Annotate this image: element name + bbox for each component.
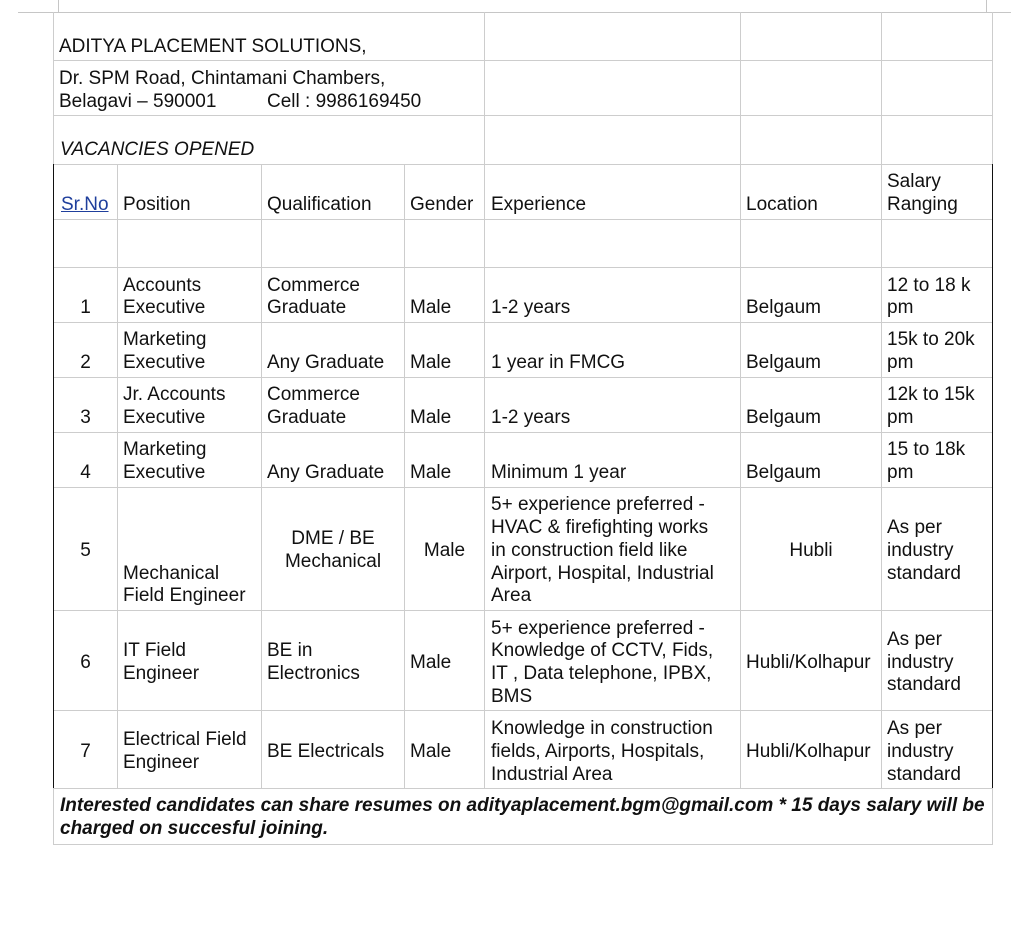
- row-position-line: Executive: [123, 462, 206, 483]
- row-salary-line: industry: [887, 652, 954, 673]
- row-srno: 3: [80, 407, 91, 428]
- row-position-line: Marketing: [123, 439, 207, 460]
- row-position-line: IT Field: [123, 640, 187, 661]
- row-location: Hubli/Kolhapur: [746, 741, 871, 762]
- row-srno: 5: [80, 540, 91, 561]
- company-address-line1: Dr. SPM Road, Chintamani Chambers,: [59, 68, 386, 89]
- row-srno: 6: [80, 652, 91, 673]
- row-location: Belgaum: [746, 297, 821, 318]
- section-title: VACANCIES OPENED: [60, 139, 255, 160]
- row-srno: 4: [80, 462, 91, 483]
- header-salary-line2: Ranging: [887, 194, 958, 215]
- row-gender: Male: [410, 462, 452, 483]
- row-salary-line: pm: [887, 352, 914, 373]
- row-position-line: Mechanical: [123, 563, 220, 584]
- row-qualification-line: Any Graduate: [267, 352, 385, 373]
- row-experience-line: Knowledge in construction: [491, 718, 713, 739]
- row-position-line: Marketing: [123, 329, 207, 350]
- header-location: Location: [746, 194, 818, 215]
- row-salary-line: standard: [887, 563, 961, 584]
- row-qualification-line: Commerce: [267, 384, 360, 405]
- row-gender: Male: [410, 352, 452, 373]
- row-qualification-line: Commerce: [267, 275, 360, 296]
- company-name: ADITYA PLACEMENT SOLUTIONS,: [59, 36, 367, 57]
- page-margin-left: [58, 0, 59, 12]
- row-position-line: Executive: [123, 297, 206, 318]
- row-experience-line: Minimum 1 year: [491, 462, 627, 483]
- header-position: Position: [123, 194, 191, 215]
- row-position-line: Engineer: [123, 663, 200, 684]
- row-position-line: Accounts: [123, 275, 202, 296]
- row-experience-line: 5+ experience preferred -: [491, 618, 705, 639]
- row-salary-line: pm: [887, 407, 914, 428]
- row-srno: 2: [80, 352, 91, 373]
- row-srno: 7: [80, 741, 91, 762]
- row-experience-line: 5+ experience preferred -: [491, 494, 705, 515]
- row-position-line: Jr. Accounts: [123, 384, 226, 405]
- row-qualification-line: Electronics: [267, 663, 360, 684]
- header-srno-link[interactable]: Sr.No: [61, 194, 109, 215]
- row-experience-line: 1-2 years: [491, 297, 571, 318]
- row-qualification-line: BE Electricals: [267, 741, 385, 762]
- row-gender: Male: [410, 741, 452, 762]
- row-qualification-line: DME / BE: [291, 528, 375, 549]
- row-salary-line: standard: [887, 764, 961, 785]
- row-salary-line: industry: [887, 540, 954, 561]
- row-experience-line: in construction field like: [491, 540, 688, 561]
- row-experience-line: Knowledge of CCTV, Fids,: [491, 640, 714, 661]
- footer-note: Interested candidates can share resumes on adityaplacement.bgm@gmail.com * 15 days salary will be charged on succesful joining.: [60, 795, 985, 839]
- header-qualification: Qualification: [267, 194, 372, 215]
- row-salary-line: As per: [887, 517, 942, 538]
- row-location: Belgaum: [746, 462, 821, 483]
- row-experience-line: IT , Data telephone, IPBX,: [491, 663, 712, 684]
- row-location: Belgaum: [746, 407, 821, 428]
- company-cell: Cell : 9986169450: [267, 91, 422, 112]
- row-gender: Male: [423, 540, 466, 561]
- row-salary-line: As per: [887, 718, 942, 739]
- row-salary-line: 15k to 20k: [887, 329, 975, 350]
- row-salary-line: 15 to 18k: [887, 439, 966, 460]
- row-position-line: Engineer: [123, 752, 200, 773]
- row-position-line: Electrical Field: [123, 729, 247, 750]
- row-location: Hubli: [789, 540, 833, 561]
- row-qualification-line: Graduate: [267, 297, 347, 318]
- row-salary-line: pm: [887, 462, 914, 483]
- company-address-line2: Belagavi – 590001: [59, 91, 217, 112]
- row-experience-line: Industrial Area: [491, 764, 613, 785]
- row-experience-line: 1 year in FMCG: [491, 352, 626, 373]
- page-margin-top: [18, 12, 1011, 13]
- row-position-line: Executive: [123, 407, 206, 428]
- header-experience: Experience: [491, 194, 587, 215]
- row-experience-line: HVAC & firefighting works: [491, 517, 709, 538]
- header-salary-line1: Salary: [887, 171, 941, 192]
- row-experience-line: BMS: [491, 686, 533, 707]
- row-experience-line: 1-2 years: [491, 407, 571, 428]
- row-position-line: Executive: [123, 352, 206, 373]
- row-experience-line: Airport, Hospital, Industrial: [491, 563, 714, 584]
- page-margin-right: [986, 0, 987, 12]
- row-salary-line: standard: [887, 674, 961, 695]
- row-gender: Male: [410, 652, 452, 673]
- row-position-line: Field Engineer: [123, 585, 246, 606]
- row-salary-line: pm: [887, 297, 914, 318]
- row-qualification-line: Graduate: [267, 407, 347, 428]
- row-qualification-line: Mechanical: [284, 551, 382, 572]
- row-location: Hubli/Kolhapur: [746, 652, 871, 673]
- row-salary-line: 12 to 18 k: [887, 275, 971, 296]
- row-salary-line: 12k to 15k: [887, 384, 975, 405]
- row-qualification-line: Any Graduate: [267, 462, 385, 483]
- row-gender: Male: [410, 297, 452, 318]
- row-location: Belgaum: [746, 352, 821, 373]
- row-salary-line: As per: [887, 629, 942, 650]
- row-srno: 1: [80, 297, 91, 318]
- header-gender: Gender: [410, 194, 474, 215]
- row-experience-line: fields, Airports, Hospitals,: [491, 741, 705, 762]
- row-salary-line: industry: [887, 741, 954, 762]
- row-qualification-line: BE in: [267, 640, 313, 661]
- row-gender: Male: [410, 407, 452, 428]
- row-experience-line: Area: [491, 585, 532, 606]
